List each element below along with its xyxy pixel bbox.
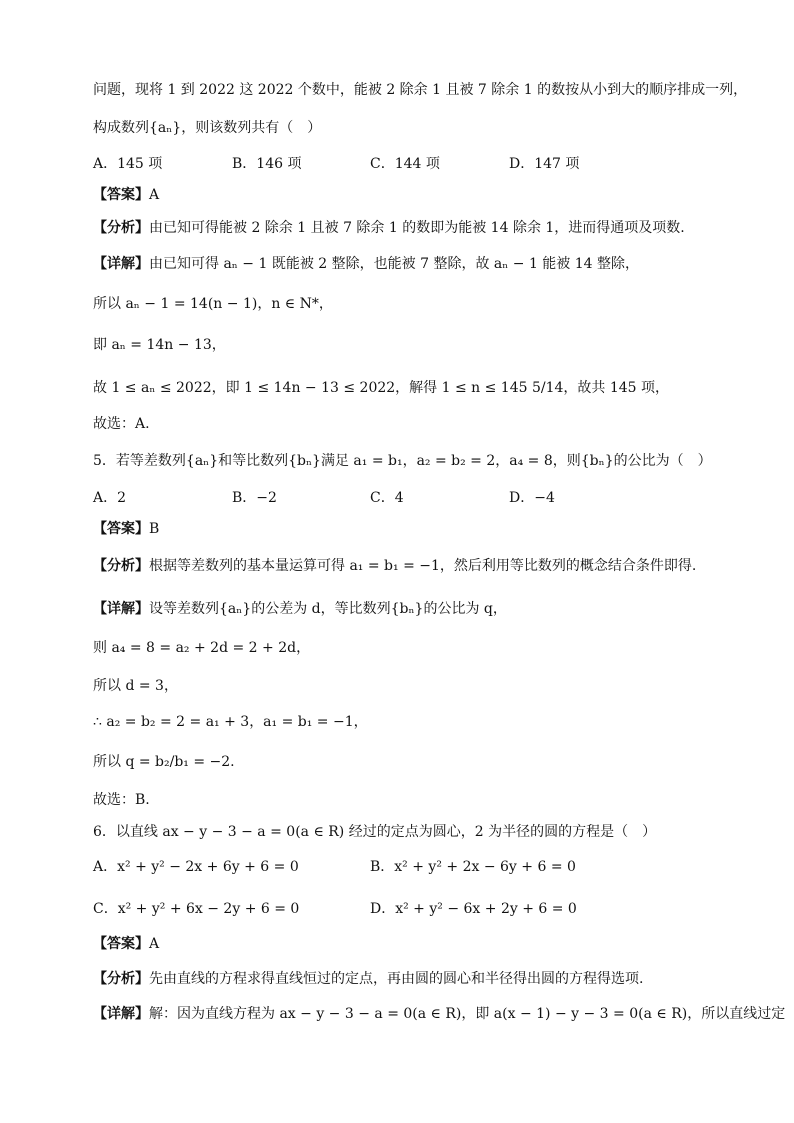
q4-stem-line1: 问题，现将 1 到 2022 这 2022 个数中，能被 2 除余 1 且被 7 除余 1 的数按从小到大的顺序排成一列， — [93, 82, 748, 98]
q5-analysis — [93, 556, 696, 576]
q6-answer — [93, 934, 159, 954]
q5-choice: 故选：B. — [93, 792, 150, 808]
q4-detail — [93, 254, 639, 274]
q5-option-b: B．−2 — [232, 490, 277, 506]
analysis-text: 由已知可得能被 2 除余 1 且被 7 除余 1 的数即为能被 14 除余 1，进而得通项及项数. — [149, 220, 685, 236]
detail-text: 设等差数列{aₙ}的公差为 d，等比数列{bₙ}的公比为 q， — [149, 601, 507, 617]
q5-option-d: D．−4 — [509, 490, 555, 506]
answer-tag: 【答案】 — [93, 521, 149, 537]
q5-line-c: ∴ a₂ = b₂ = 2 = a₁ + 3，a₁ = b₁ = −1， — [93, 714, 368, 730]
q6-stem: 6．以直线 ax − y − 3 − a = 0(a ∈ R) 经过的定点为圆心，2 为半径的圆的方程是（ ） — [93, 824, 657, 840]
q4-option-b: B．146 项 — [232, 156, 302, 172]
q4-stem-line2: 构成数列{aₙ}，则该数列共有（ ） — [93, 120, 322, 136]
q6-option-d: D．x² + y² − 6x + 2y + 6 = 0 — [370, 901, 577, 917]
q4-option-c: C．144 项 — [370, 156, 440, 172]
analysis-text: 先由直线的方程求得直线恒过的定点，再由圆的圆心和半径得出圆的方程得选项. — [149, 971, 644, 987]
q6-option-b: B．x² + y² + 2x − 6y + 6 = 0 — [370, 859, 576, 875]
analysis-text: 根据等差数列的基本量运算可得 a₁ = b₁ = −1，然后利用等比数列的概念结合条件即得. — [149, 558, 697, 574]
q5-option-a: A．2 — [93, 490, 127, 506]
q4-line-a: 所以 aₙ − 1 = 14(n − 1)，n ∈ N*， — [93, 296, 333, 312]
q4-line-c: 故 1 ≤ aₙ ≤ 2022，即 1 ≤ 14n − 13 ≤ 2022，解得 1 ≤ n ≤ 145 5/14，故共 145 项， — [93, 380, 670, 396]
answer-value: B — [149, 521, 160, 537]
answer-value: A — [149, 187, 160, 203]
q5-answer — [93, 519, 159, 539]
q5-line-b: 所以 d = 3， — [93, 678, 178, 694]
q5-stem: 5．若等差数列{aₙ}和等比数列{bₙ}满足 a₁ = b₁，a₂ = b₂ = 2，a₄ = 8，则{bₙ}的公比为（ ） — [93, 453, 712, 469]
answer-tag: 【答案】 — [93, 936, 149, 952]
q5-line-a: 则 a₄ = 8 = a₂ + 2d = 2 + 2d， — [93, 640, 311, 656]
q4-choice: 故选：A. — [93, 416, 150, 432]
analysis-tag: 【分析】 — [93, 220, 149, 236]
q4-option-a: A．145 项 — [93, 156, 163, 172]
detail-tag: 【详解】 — [93, 256, 149, 272]
q4-option-d: D．147 项 — [509, 156, 580, 172]
q5-option-c: C．4 — [370, 490, 404, 506]
answer-tag: 【答案】 — [93, 187, 149, 203]
detail-tag: 【详解】 — [93, 1006, 149, 1022]
q6-detail — [93, 1004, 785, 1024]
answer-value: A — [149, 936, 160, 952]
q4-analysis — [93, 218, 685, 238]
q6-option-c: C．x² + y² + 6x − 2y + 6 = 0 — [93, 901, 300, 917]
analysis-tag: 【分析】 — [93, 558, 149, 574]
detail-text: 解：因为直线方程为 ax − y − 3 − a = 0(a ∈ R)，即 a(x − 1) − y − 3 = 0(a ∈ R)，所以直线过定 — [149, 1006, 786, 1022]
q4-answer — [93, 185, 159, 205]
detail-tag: 【详解】 — [93, 601, 149, 617]
q5-detail — [93, 599, 507, 619]
analysis-tag: 【分析】 — [93, 971, 149, 987]
q5-line-d: 所以 q = b₂/b₁ = −2. — [93, 754, 235, 770]
q6-analysis — [93, 969, 643, 989]
q4-line-b: 即 aₙ = 14n − 13， — [93, 337, 226, 353]
detail-text: 由已知可得 aₙ − 1 既能被 2 整除，也能被 7 整除，故 aₙ − 1 能被 14 整除， — [149, 256, 640, 272]
q6-option-a: A．x² + y² − 2x + 6y + 6 = 0 — [93, 859, 299, 875]
